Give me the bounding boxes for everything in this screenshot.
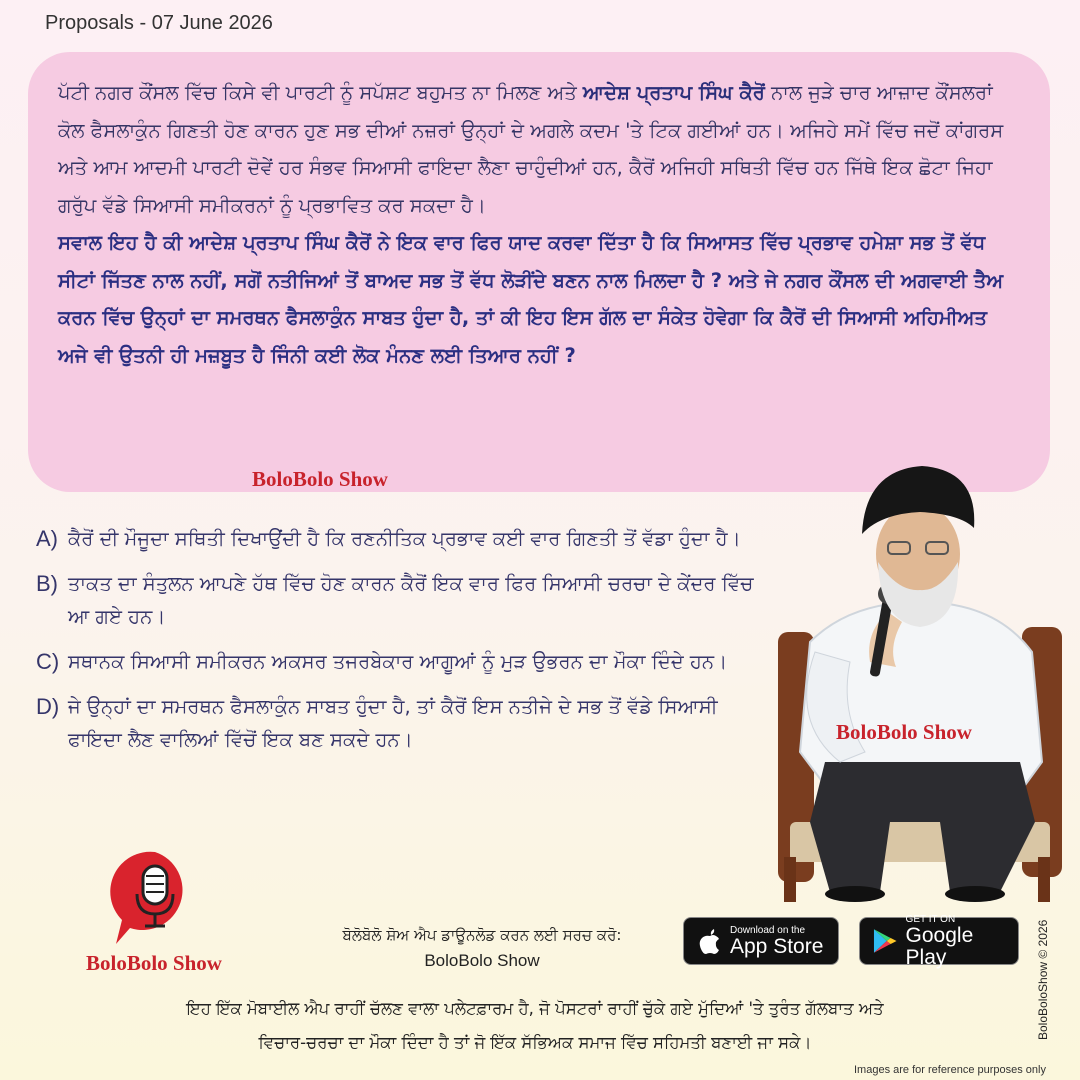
google-play-big-text: Google Play <box>905 923 974 969</box>
platform-description-line2: ਵਿਚਾਰ-ਚਰਚਾ ਦਾ ਮੌਕਾ ਦਿੰਦਾ ਹੈ ਤਾਂ ਜੋ ਇੱਕ ਸੱਭਿਅਕ ਸਮਾਜ ਵਿੱਚ ਸਹਿਮਤੀ ਬਣਾਈ ਜਾ ਸਕੇ। <box>258 1033 812 1052</box>
option-text: ਕੈਰੋਂ ਦੀ ਮੌਜੂਦਾ ਸਥਿਤੀ ਦਿਖਾਉਂਦੀ ਹੈ ਕਿ ਰਣਨੀਤਿਕ ਪ੍ਰਭਾਵ ਕਈ ਵਾਰ ਗਿਣਤੀ ਤੋਂ ਵੱਡਾ ਹੁੰਦਾ ਹੈ। <box>68 527 741 550</box>
proposal-date: Proposals - 07 June 2026 <box>45 12 273 34</box>
app-store-small-text: Download on the <box>730 924 806 936</box>
answer-options <box>36 522 776 768</box>
option-c[interactable] <box>36 645 776 678</box>
microphone-chat-icon <box>110 848 200 948</box>
image-disclaimer: Images are for reference purposes only <box>854 1064 1046 1076</box>
platform-description-line1: ਇਹ ਇੱਕ ਮੋਬਾਈਲ ਐਪ ਰਾਹੀਂ ਚੱਲਣ ਵਾਲਾ ਪਲੇਟਫ਼ਾਰਮ ਹੈ, ਜੋ ਪੋਸਟਰਾਂ ਰਾਹੀਂ ਚੁੱਕੇ ਗਏ ਮੁੱਦਿਆਂ 'ਤੇ ਤੁਰੰਤ ਗੱਲਬਾਤ ਅਤੇ <box>186 999 884 1018</box>
option-d[interactable] <box>36 690 776 756</box>
app-name: BoloBolo Show <box>424 951 540 970</box>
copyright-notice: BoloBoloShow © 2026 <box>1036 919 1050 1040</box>
google-play-small-text: GET IT ON <box>905 913 956 925</box>
politician-name: ਆਦੇਸ਼ ਪ੍ਰਤਾਪ ਸਿੰਘ ਕੈਰੋਂ <box>582 81 765 104</box>
app-store-big-text: App Store <box>730 934 824 958</box>
option-text: ਸਥਾਨਕ ਸਿਆਸੀ ਸਮੀਕਰਨ ਅਕਸਰ ਤਜਰਬੇਕਾਰ ਆਗੂਆਂ ਨੂੰ ਮੁੜ ਉਭਰਨ ਦਾ ਮੌਕਾ ਦਿੰਦੇ ਹਨ। <box>68 650 728 673</box>
option-letter: C) <box>36 649 60 674</box>
download-instruction: ਬੋਲੋਬੋਲੋ ਸ਼ੋਅ ਐਪ ਡਾਊਨਲੋਡ ਕਰਨ ਲਈ ਸਰਚ ਕਰੋ: <box>342 926 622 944</box>
download-cta <box>282 922 682 974</box>
brand-logo-text: BoloBolo Show <box>86 951 222 975</box>
context-intro: ਪੱਟੀ ਨਗਰ ਕੌਂਸਲ ਵਿੱਚ ਕਿਸੇ ਵੀ ਪਾਰਟੀ ਨੂੰ ਸਪੱਸ਼ਟ ਬਹੁਮਤ ਨਾ ਮਿਲਣ ਅਤੇ <box>58 81 577 104</box>
google-play-icon <box>872 927 898 955</box>
option-text: ਤਾਕਤ ਦਾ ਸੰਤੁਲਨ ਆਪਣੇ ਹੱਥ ਵਿੱਚ ਹੋਣ ਕਾਰਨ ਕੈਰੋਂ ਇਕ ਵਾਰ ਫਿਰ ਸਿਆਸੀ ਚਰਚਾ ਦੇ ਕੇਂਦਰ ਵਿੱਚ ਆ ਗਏ ਹਨ। <box>68 572 754 628</box>
platform-description <box>40 992 1030 1060</box>
app-store-button[interactable] <box>683 917 839 965</box>
option-letter: B) <box>36 571 58 596</box>
question-context <box>58 74 1020 224</box>
option-letter: A) <box>36 526 58 551</box>
apple-icon <box>698 927 722 955</box>
speaker-photo <box>770 462 1070 902</box>
option-letter: D) <box>36 694 60 719</box>
option-a[interactable] <box>36 522 776 555</box>
option-text: ਜੇ ਉਨ੍ਹਾਂ ਦਾ ਸਮਰਥਨ ਫੈਸਲਾਕੁੰਨ ਸਾਬਤ ਹੁੰਦਾ ਹੈ, ਤਾਂ ਕੈਰੋਂ ਇਸ ਨਤੀਜੇ ਦੇ ਸਭ ਤੋਂ ਵੱਡੇ ਸਿਆਸੀ ਫਾਇਦਾ ਲੈਣ ਵਾਲਿਆਂ ਵਿੱਚੋਂ ਇਕ ਬਣ ਸਕਦੇ ਹਨ। <box>68 695 718 751</box>
card-watermark: BoloBolo Show <box>252 467 388 491</box>
question-card <box>28 52 1050 492</box>
photo-watermark: BoloBolo Show <box>836 720 972 744</box>
question-text: ਸਵਾਲ ਇਹ ਹੈ ਕੀ ਆਦੇਸ਼ ਪ੍ਰਤਾਪ ਸਿੰਘ ਕੈਰੋਂ ਨੇ ਇਕ ਵਾਰ ਫਿਰ ਯਾਦ ਕਰਵਾ ਦਿੱਤਾ ਹੈ ਕਿ ਸਿਆਸਤ ਵਿੱਚ ਪ੍ਰਭਾਵ ਹਮੇਸ਼ਾ ਸਭ ਤੋਂ ਵੱਧ ਸੀਟਾਂ ਜਿੱਤਣ ਨਾਲ ਨਹੀਂ, ਸਗੋਂ ਨਤੀਜਿਆਂ ਤੋਂ ਬਾਅਦ ਸਭ ਤੋਂ ਵੱਧ ਲੋੜੀਂਦੇ ਬਣਨ ਨਾਲ ਮਿਲਦਾ ਹੈ ? ਅਤੇ ਜੇ ਨਗਰ ਕੌਂਸਲ ਦੀ ਅਗਵਾਈ ਤੈਅ ਕਰਨ ਵਿੱਚ ਉਨ੍ਹਾਂ ਦਾ ਸਮਰਥਨ ਫੈਸਲਾਕੁੰਨ ਸਾਬਤ ਹੁੰਦਾ ਹੈ, ਤਾਂ ਕੀ ਇਹ ਇਸ ਗੱਲ ਦਾ ਸੰਕੇਤ ਹੋਵੇਗਾ ਕਿ ਕੈਰੋਂ ਦੀ ਸਿਆਸੀ ਅਹਿਮੀਅਤ ਅਜੇ ਵੀ ਉਤਨੀ ਹੀ ਮਜ਼ਬੂਤ ਹੈ ਜਿੰਨੀ ਕਈ ਲੋਕ ਮੰਨਣ ਲਈ ਤਿਆਰ ਨਹੀਂ ? <box>58 231 1004 367</box>
google-play-button[interactable] <box>859 913 1019 969</box>
option-b[interactable] <box>36 567 776 633</box>
google-play-label <box>906 914 1018 969</box>
context-body: ਨਾਲ ਜੁੜੇ ਚਾਰ ਆਜ਼ਾਦ ਕੌਂਸਲਰਾਂ ਕੋਲ ਫੈਸਲਾਕੁੰਨ ਗਿਣਤੀ ਹੋਣ ਕਾਰਨ ਹੁਣ ਸਭ ਦੀਆਂ ਨਜ਼ਰਾਂ ਉਨ੍ਹਾਂ ਦੇ ਅਗਲੇ ਕਦਮ 'ਤੇ ਟਿਕ ਗਈਆਂ ਹਨ। ਅਜਿਹੇ ਸਮੇਂ ਵਿੱਚ ਜਦੋਂ ਕਾਂਗਰਸ ਅਤੇ ਆਮ ਆਦਮੀ ਪਾਰਟੀ ਦੋਵੇਂ ਹਰ ਸੰਭਵ ਸਿਆਸੀ ਫਾਇਦਾ ਲੈਣਾ ਚਾਹੁੰਦੀਆਂ ਹਨ, ਕੈਰੋਂ ਅਜਿਹੀ ਸਥਿਤੀ ਵਿੱਚ ਹਨ ਜਿੱਥੇ ਇਕ ਛੋਟਾ ਜਿਹਾ ਗਰੁੱਪ ਵੱਡੇ ਸਿਆਸੀ ਸਮੀਕਰਨਾਂ ਨੂੰ ਪ੍ਰਭਾਵਿਤ ਕਰ ਸਕਦਾ ਹੈ। <box>58 81 1004 217</box>
app-store-label <box>730 925 823 958</box>
